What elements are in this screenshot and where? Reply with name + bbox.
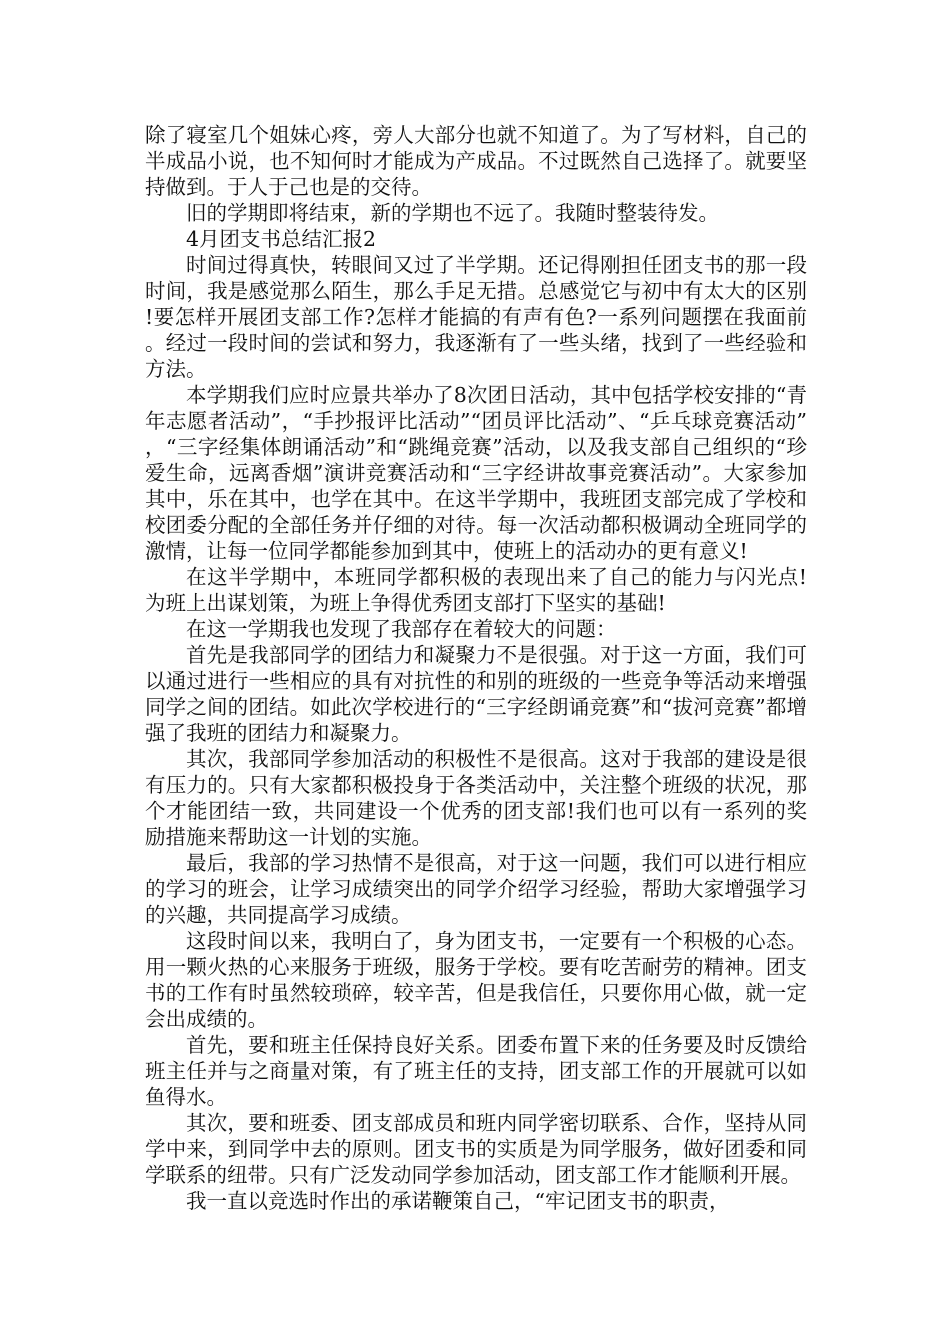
paragraph-6: 在这半学期中，本班同学都积极的表现出来了自己的能力与闪光点!为班上出谋划策，为班上争得优秀团支部打下坚实的基础!	[145, 565, 807, 615]
paragraph-14: 我一直以竞选时作出的承诺鞭策自己，“牢记团支书的职责，	[186, 1189, 730, 1213]
paragraph-7: 在这一学期我也发现了我部存在着较大的问题：	[186, 617, 617, 641]
paragraph-5: 本学期我们应时应景共举办了8次团日活动，其中包括学校安排的“青年志愿者活动”，“手抄报评比活动”“团员评比活动”、“乒乓球竞赛活动”，“三字经集体朗诵活动”和“跳绳竞赛”活动，以及我支部自己组织的“珍爱生命，远离香烟”演讲竞赛活动和“三字经讲故事竞赛活动”。大家参加其中，乐在其中，也学在其中。在这半学期中，我班团支部完成了学校和校团委分配的全部任务并仔细的对待。每一次活动都积极调动全班同学的激情，让每一位同学都能参加到其中，使班上的活动办的更有意义!	[145, 383, 807, 563]
paragraph-9: 其次，我部同学参加活动的积极性不是很高。这对于我部的建设是很有压力的。只有大家都积极投身于各类活动中，关注整个班级的状况，那个才能团结一致，共同建设一个优秀的团支部!我们也可以有一系列的奖励措施来帮助这一计划的实施。	[145, 747, 807, 849]
document-page	[145, 122, 807, 1214]
paragraph-2: 旧的学期即将结束，新的学期也不远了。我随时整装待发。	[186, 201, 719, 225]
paragraph-8: 首先是我部同学的团结力和凝聚力不是很强。对于这一方面，我们可以通过进行一些相应的具有对抗性的和别的班级的一些竞争等活动来增强同学之间的团结。如此次学校进行的“三字经朗诵竞赛”和“拔河竞赛”都增强了我班的团结力和凝聚力。	[145, 643, 807, 745]
paragraph-10: 最后，我部的学习热情不是很高，对于这一问题，我们可以进行相应的学习的班会，让学习成绩突出的同学介绍学习经验，帮助大家增强学习的兴趣，共同提高学习成绩。	[145, 851, 807, 927]
paragraph-12: 首先，要和班主任保持良好关系。团委布置下来的任务要及时反馈给班主任并与之商量对策，有了班主任的支持，团支部工作的开展就可以如鱼得水。	[145, 1033, 807, 1109]
section-heading: 4月团支书总结汇报2	[186, 227, 377, 251]
paragraph-13: 其次，要和班委、团支部成员和班内同学密切联系、合作，坚持从同学中来，到同学中去的原则。团支书的实质是为同学服务，做好团委和同学联系的纽带。只有广泛发动同学参加活动，团支部工作才能顺利开展。	[145, 1111, 807, 1187]
paragraph-1: 除了寝室几个姐妹心疼，旁人大部分也就不知道了。为了写材料，自己的半成品小说，也不知何时才能成为产成品。不过既然自己选择了。就要坚持做到。于人于己也是的交待。	[145, 123, 807, 199]
paragraph-11: 这段时间以来，我明白了，身为团支书，一定要有一个积极的心态。用一颗火热的心来服务于班级，服务于学校。要有吃苦耐劳的精神。团支书的工作有时虽然较琐碎，较辛苦，但是我信任，只要你用心做，就一定会出成绩的。	[145, 929, 807, 1031]
paragraph-4: 时间过得真快，转眼间又过了半学期。还记得刚担任团支书的那一段时间，我是感觉那么陌生，那么手足无措。总感觉它与初中有太大的区别!要怎样开展团支部工作?怎样才能搞的有声有色?一系列问题摆在我面前。经过一段时间的尝试和努力，我逐渐有了一些头绪，找到了一些经验和方法。	[145, 253, 807, 381]
